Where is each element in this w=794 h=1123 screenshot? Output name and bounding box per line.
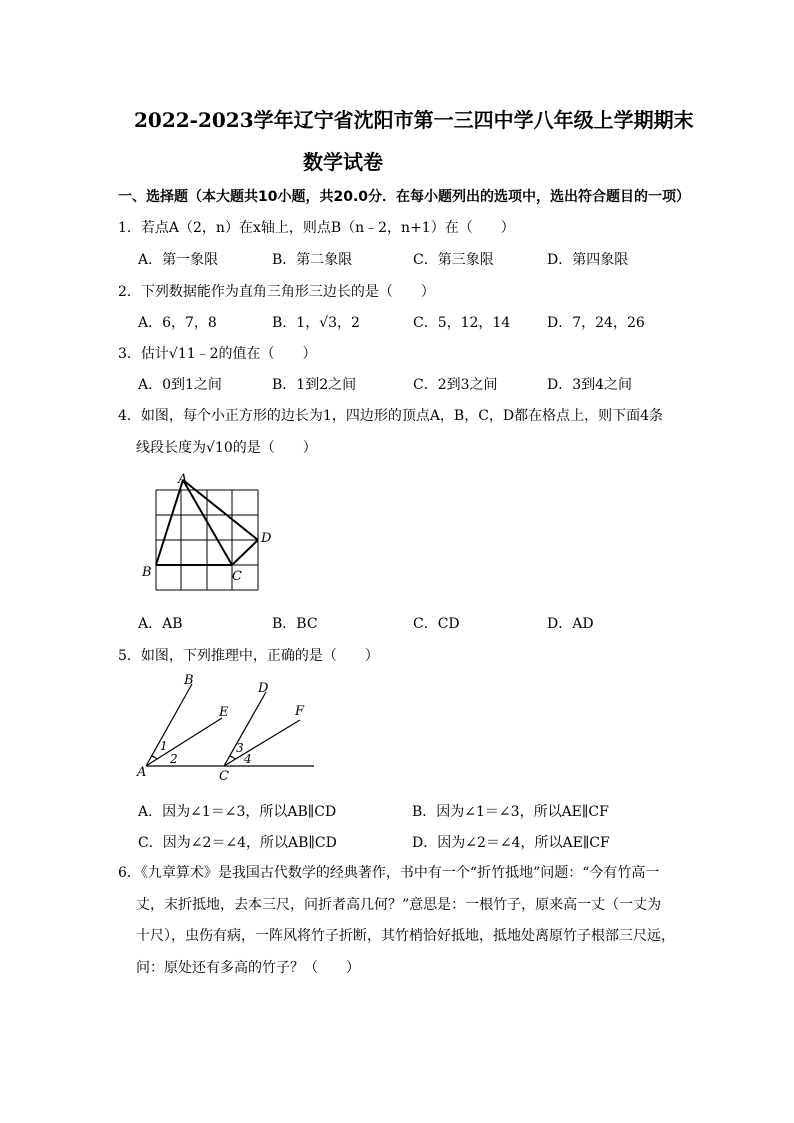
question-3-option-d: D．3到4之间 xyxy=(547,377,633,393)
question-4-grid-figure xyxy=(130,466,280,596)
question-2-option-c: C．5，12，14 xyxy=(413,315,511,331)
label-d: D xyxy=(261,531,272,546)
label-d: D xyxy=(258,681,269,696)
question-4-stem-line-2: 线段长度为√10的是（ ） xyxy=(136,440,317,456)
question-4-option-b: B．BC xyxy=(272,616,318,632)
question-4-option-a: A．AB xyxy=(138,616,183,632)
title-line-1: 2022-2023学年辽宁省沈阳市第一三四中学八年级上学期期末 xyxy=(134,108,694,132)
label-c: C xyxy=(219,769,229,784)
label-a: A xyxy=(137,765,147,780)
question-2-option-b: B．1，√3，2 xyxy=(272,315,360,331)
segment-ab xyxy=(156,480,183,565)
question-5-stem: 5．如图，下列推理中，正确的是（ ） xyxy=(118,648,379,664)
angle-arc-1 xyxy=(152,756,157,759)
question-3-stem: 3．估计√11﹣2的值在（ ） xyxy=(118,346,317,362)
label-e: E xyxy=(219,705,229,720)
question-2-option-d: D．7，24，26 xyxy=(547,315,645,331)
question-1-option-c: C．第三象限 xyxy=(413,252,494,268)
question-2-option-a: A．6，7，8 xyxy=(138,315,217,331)
label-a: A xyxy=(178,472,188,487)
question-1-stem: 1．若点A（2，n）在x轴上，则点B（n﹣2，n+1）在（ ） xyxy=(118,220,515,236)
angle-arc-3 xyxy=(230,756,235,759)
section-heading: 一、选择题（本大题共10小题，共20.0分．在每小题列出的选项中，选出符合题目的一项） xyxy=(118,189,691,205)
title-line-2: 数学试卷 xyxy=(303,150,383,174)
question-5-option-b: B．因为∠1＝∠3，所以AE∥CF xyxy=(412,804,609,820)
question-6-line-3: 十尺），虫伤有病，一阵风将竹子折断，其竹梢恰好抵地，抵地处离原竹子根部三尺远， xyxy=(136,928,675,944)
label-f: F xyxy=(295,704,305,719)
question-1-option-b: B．第二象限 xyxy=(272,252,353,268)
question-4-stem-line-1: 4．如图，每个小正方形的边长为1，四边形的顶点A，B，C，D都在格点上，则下面4条 xyxy=(118,408,664,424)
question-6-line-1: 6．《九章算术》是我国古代数学的经典著作，书中有一个“折竹抵地”问题：“今有竹高一 xyxy=(118,865,660,881)
question-3-option-a: A．0到1之间 xyxy=(138,377,222,393)
question-3-option-c: C．2到3之间 xyxy=(413,377,498,393)
label-b: B xyxy=(142,565,152,580)
label-b: B xyxy=(184,673,194,688)
question-5-angle-figure xyxy=(132,672,322,788)
question-6-line-4: 问：原处还有多高的竹子？（ ） xyxy=(136,960,360,976)
segment-ad xyxy=(183,480,258,540)
label-angle-3: 3 xyxy=(236,741,244,755)
label-c: C xyxy=(232,569,242,584)
segment-dc xyxy=(232,540,258,565)
ray-ab xyxy=(146,684,192,766)
question-1-option-a: A．第一象限 xyxy=(138,252,219,268)
question-4-option-c: C．CD xyxy=(413,616,460,632)
ray-ae xyxy=(146,718,222,766)
question-6-line-2: 丈，末折抵地，去本三尺，问折者高几何？”意思是：一根竹子，原来高一丈（一丈为 xyxy=(136,897,662,913)
question-5-option-c: C．因为∠2＝∠4，所以AB∥CD xyxy=(138,835,337,851)
question-1-option-d: D．第四象限 xyxy=(547,252,629,268)
question-2-stem: 2．下列数据能作为直角三角形三边长的是（ ） xyxy=(118,284,435,300)
question-5-option-a: A．因为∠1＝∠3，所以AB∥CD xyxy=(138,804,337,820)
question-4-option-d: D．AD xyxy=(547,616,594,632)
question-5-option-d: D．因为∠2＝∠4，所以AE∥CF xyxy=(412,835,610,851)
question-3-option-b: B．1到2之间 xyxy=(272,377,357,393)
label-angle-2: 2 xyxy=(170,752,178,766)
grid-lines xyxy=(156,490,258,590)
label-angle-4: 4 xyxy=(244,752,252,766)
label-angle-1: 1 xyxy=(160,739,168,753)
